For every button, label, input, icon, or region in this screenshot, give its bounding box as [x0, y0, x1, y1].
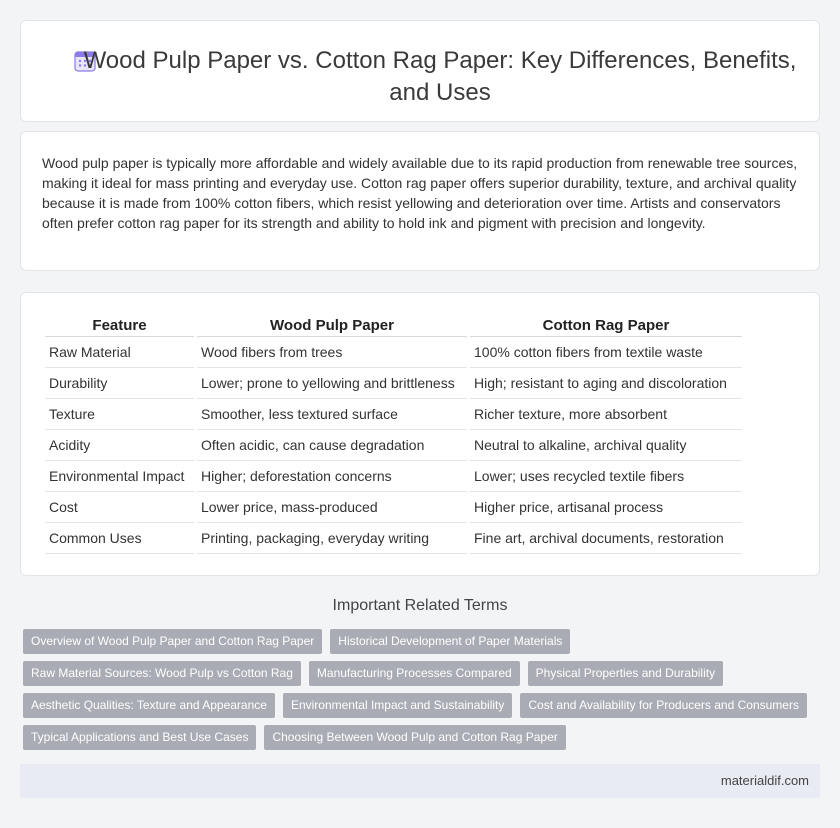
related-term-link[interactable]: Environmental Impact and Sustainability: [283, 693, 512, 718]
related-term-link[interactable]: Typical Applications and Best Use Cases: [23, 725, 256, 750]
related-terms-row: [23, 693, 807, 718]
table-row: [45, 430, 742, 461]
table-cell: Durability: [45, 368, 194, 399]
column-header: Feature: [45, 315, 194, 337]
table-cell: Lower price, mass-produced: [197, 492, 467, 523]
related-term-link[interactable]: Manufacturing Processes Compared: [309, 661, 520, 686]
related-terms-row: [23, 725, 566, 750]
table-cell: High; resistant to aging and discoloration: [470, 368, 742, 399]
table-cell: Fine art, archival documents, restoration: [470, 523, 742, 554]
related-term-link[interactable]: Raw Material Sources: Wood Pulp vs Cotton Rag: [23, 661, 301, 686]
related-term-link[interactable]: Choosing Between Wood Pulp and Cotton Rag Paper: [264, 725, 565, 750]
column-header: Wood Pulp Paper: [197, 315, 467, 337]
header-card: [20, 20, 820, 122]
column-header: Cotton Rag Paper: [470, 315, 742, 337]
table-cell: Common Uses: [45, 523, 194, 554]
table-cell: Often acidic, can cause degradation: [197, 430, 467, 461]
table-cell: Smoother, less textured surface: [197, 399, 467, 430]
table-cell: Higher; deforestation concerns: [197, 461, 467, 492]
table-row: [45, 337, 742, 368]
comparison-table-card: [20, 292, 820, 576]
table-row: [45, 523, 742, 554]
table-cell: Cost: [45, 492, 194, 523]
page-title: Wood Pulp Paper vs. Cotton Rag Paper: Key Differences, Benefits, and Uses: [83, 47, 797, 106]
table-cell: Neutral to alkaline, archival quality: [470, 430, 742, 461]
comparison-table: [42, 315, 745, 554]
table-cell: Raw Material: [45, 337, 194, 368]
table-cell: Texture: [45, 399, 194, 430]
related-term-link[interactable]: Physical Properties and Durability: [528, 661, 723, 686]
table-cell: Wood fibers from trees: [197, 337, 467, 368]
table-row: [45, 368, 742, 399]
intro-text: Wood pulp paper is typically more affordable and widely available due to its rapid production from renewable tree sources, making it ideal for mass printing and everyday use. Cotton rag paper offers superior durability, texture, and archival quality because it is made from 100% cotton fibers, which resist yellowing and deterioration over time. Artists and conservators often prefer cotton rag paper for its strength and ability to hold ink and pigment with precision and longevity.: [42, 155, 798, 231]
related-term-link[interactable]: Aesthetic Qualities: Texture and Appearance: [23, 693, 275, 718]
table-header-row: [45, 315, 742, 337]
site-name[interactable]: materialdif.com: [720, 773, 809, 788]
related-terms-row: [23, 661, 723, 686]
table-cell: Acidity: [45, 430, 194, 461]
table-cell: Lower; uses recycled textile fibers: [470, 461, 742, 492]
table-cell: Richer texture, more absorbent: [470, 399, 742, 430]
related-term-link[interactable]: Cost and Availability for Producers and Consumers: [520, 693, 807, 718]
table-cell: Lower; prone to yellowing and brittleness: [197, 368, 467, 399]
related-term-link[interactable]: Historical Development of Paper Materials: [330, 629, 570, 654]
table-cell: Environmental Impact: [45, 461, 194, 492]
table-row: [45, 399, 742, 430]
intro-card: [20, 131, 820, 271]
related-terms-row: [23, 629, 570, 654]
table-cell: Higher price, artisanal process: [470, 492, 742, 523]
related-terms-heading: Important Related Terms: [332, 597, 508, 614]
related-term-link[interactable]: Overview of Wood Pulp Paper and Cotton Rag Paper: [23, 629, 322, 654]
table-cell: 100% cotton fibers from textile waste: [470, 337, 742, 368]
table-row: [45, 461, 742, 492]
table-cell: Printing, packaging, everyday writing: [197, 523, 467, 554]
table-row: [45, 492, 742, 523]
footer: [20, 764, 820, 798]
